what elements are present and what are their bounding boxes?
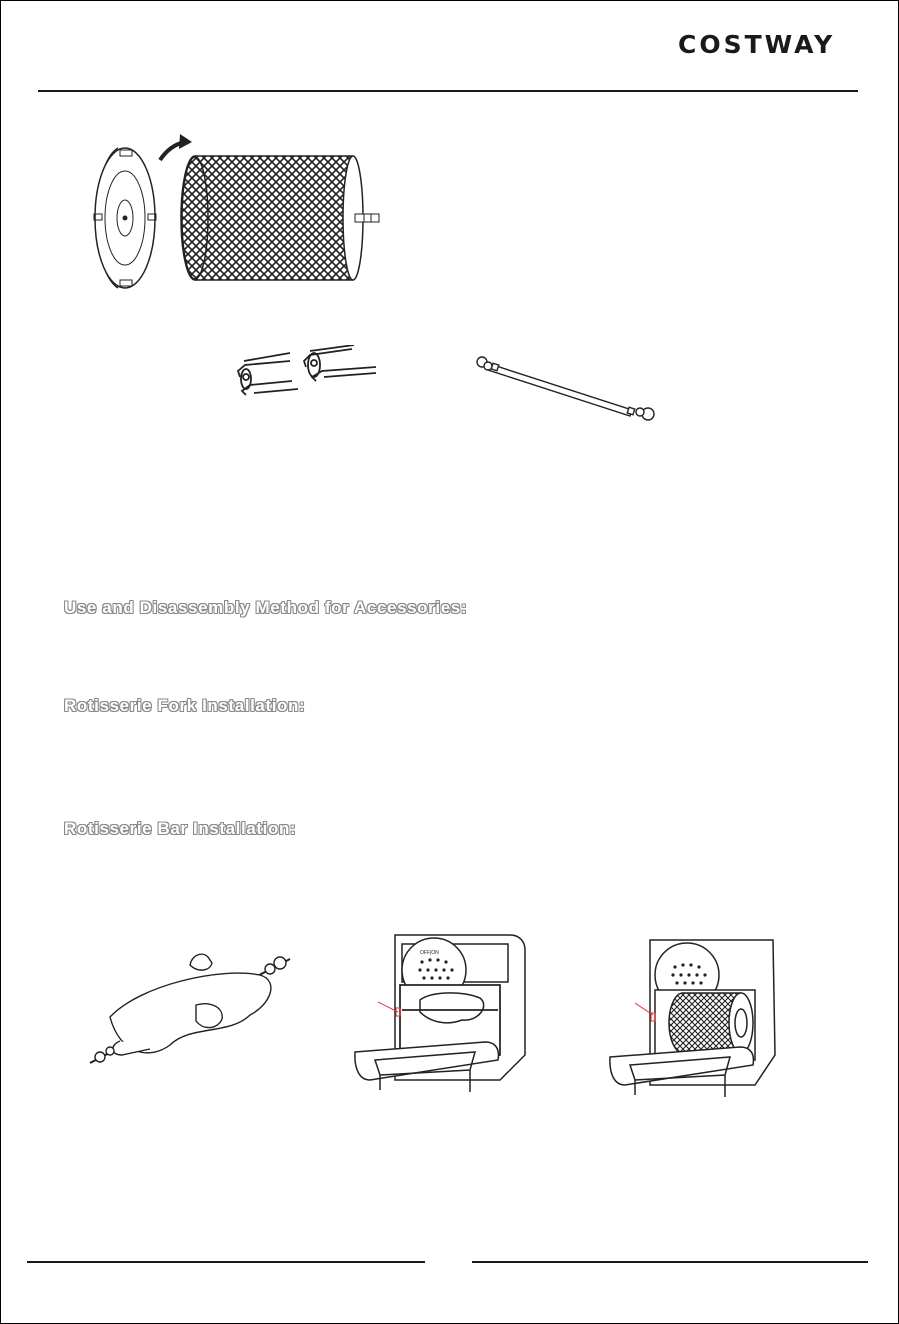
brand-logo: COSTWAY <box>678 30 836 59</box>
accessories-heading: Use and Disassembly Method for Accessories: <box>64 598 468 617</box>
rotisserie-forks-illustration <box>230 345 390 400</box>
oven-panel-label: OFF|ON <box>420 950 439 956</box>
fork-installation-heading: Rotisserie Fork Installation: <box>64 696 306 715</box>
header-rule <box>38 90 858 92</box>
footer-rule-left <box>27 1261 425 1263</box>
rotisserie-basket-illustration <box>80 130 400 300</box>
chicken-on-spit-illustration <box>80 945 300 1075</box>
footer-rule-right <box>472 1261 868 1263</box>
bar-installation-heading: Rotisserie Bar Installation: <box>64 819 297 838</box>
oven-spit-installed-illustration <box>350 930 530 1100</box>
rotisserie-bar-illustration <box>472 352 664 426</box>
oven-basket-installed-illustration <box>605 935 780 1105</box>
